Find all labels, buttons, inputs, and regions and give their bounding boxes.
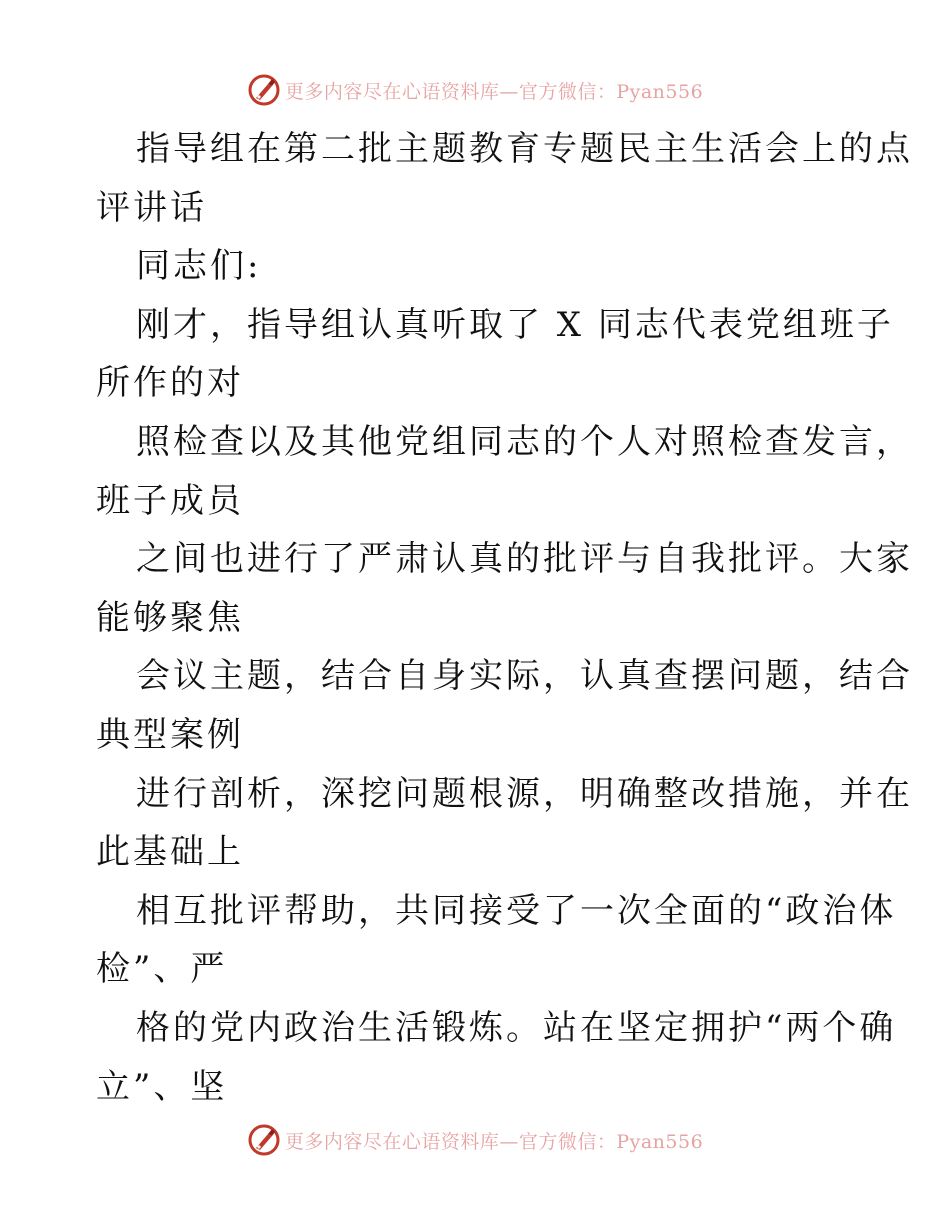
pen-logo-icon	[247, 1123, 281, 1157]
document-line: 所作的对	[96, 363, 244, 404]
document-line: 典型案例	[96, 714, 244, 755]
document-line: 会议主题，结合自身实际，认真查摆问题，结合	[136, 656, 913, 697]
document-line: 检”、严	[96, 949, 228, 990]
document-line: 同志们:	[136, 246, 262, 287]
document-line: 指导组在第二批主题教育专题民主生活会上的点	[136, 129, 913, 169]
document-line: 之间也进行了严肃认真的批评与自我批评。大家	[136, 539, 913, 580]
header-watermark-text: 更多内容尽在心语资料库—官方微信：Pyan556	[284, 80, 704, 103]
document-line: 评讲话	[96, 187, 207, 228]
document-line: 立”、坚	[96, 1066, 228, 1107]
document-body	[96, 120, 913, 1116]
document-line: 格的党内政治生活锻炼。站在坚定拥护“两个确	[136, 1007, 897, 1048]
document-line: 相互批评帮助，共同接受了一次全面的“政治体	[136, 890, 897, 931]
header-watermark-banner	[0, 70, 950, 110]
document-line: 照检查以及其他党组同志的个人对照检查发言，	[136, 421, 913, 462]
document-line: 能够聚焦	[96, 597, 244, 638]
document-line: 班子成员	[96, 480, 244, 521]
document-line: 刚才，指导组认真听取了 X 同志代表党组班子	[136, 304, 894, 345]
document-line: 进行剖析，深挖问题根源，明确整改措施，并在	[136, 773, 913, 814]
footer-watermark-banner	[0, 1120, 950, 1160]
footer-watermark-text: 更多内容尽在心语资料库—官方微信：Pyan556	[284, 1130, 704, 1153]
document-line: 此基础上	[96, 832, 244, 873]
pen-logo-icon	[247, 73, 281, 107]
